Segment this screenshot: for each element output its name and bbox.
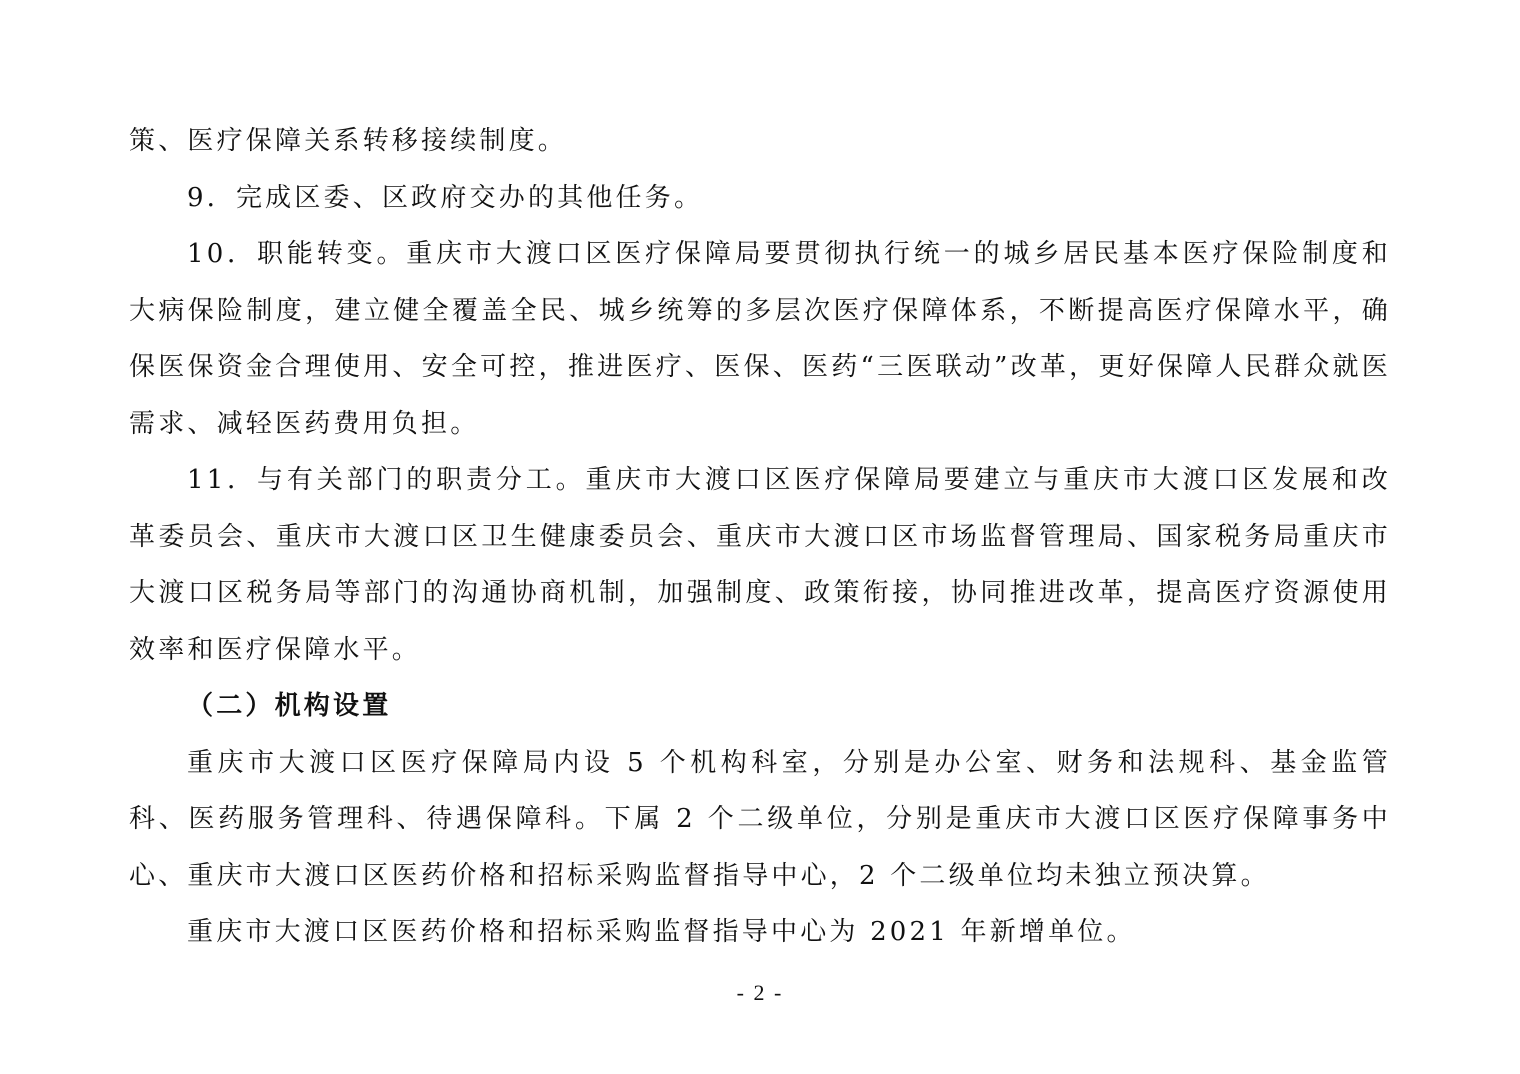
paragraph-new-unit: 重庆市大渡口区医药价格和招标采购监督指导中心为 2021 年新增单位。: [187, 917, 1136, 947]
paragraph-item-11: 11．与有关部门的职责分工。重庆市大渡口区医疗保障局要建立与重庆市大渡口区发展和改革委员会、重庆市大渡口区卫生健康委员会、重庆市大渡口区市场监督管理局、国家税务局重庆市大渡口区税务局等部门的沟通协商机制，加强制度、政策衔接，协同推进改革，提高医疗资源使用效率和医疗保障水平。: [129, 465, 1391, 665]
paragraph-org-structure: 重庆市大渡口区医疗保障局内设 5 个机构科室，分别是办公室、财务和法规科、基金监管科、医药服务管理科、待遇保障科。下属 2 个二级单位，分别是重庆市大渡口区医疗保障事务中心、重庆市大渡口区医药价格和招标采购监督指导中心，2 个二级单位均未独立预决算。: [129, 747, 1391, 891]
paragraph-continuation: 策、医疗保障关系转移接续制度。: [129, 126, 568, 156]
paragraph-item-10: 10．职能转变。重庆市大渡口区医疗保障局要贯彻执行统一的城乡居民基本医疗保险制度和大病保险制度，建立健全覆盖全民、城乡统筹的多层次医疗保障体系，不断提高医疗保障水平，确保医保资金合理使用、安全可控，推进医疗、医保、医药“三医联动”改革，更好保障人民群众就医需求、减轻医药费用负担。: [129, 239, 1391, 439]
paragraph-item-9: 9．完成区委、区政府交办的其他任务。: [187, 182, 704, 213]
section-heading: （二）机构设置: [187, 691, 392, 721]
document-body: [129, 113, 1391, 961]
page-number: - 2 -: [736, 980, 784, 1005]
